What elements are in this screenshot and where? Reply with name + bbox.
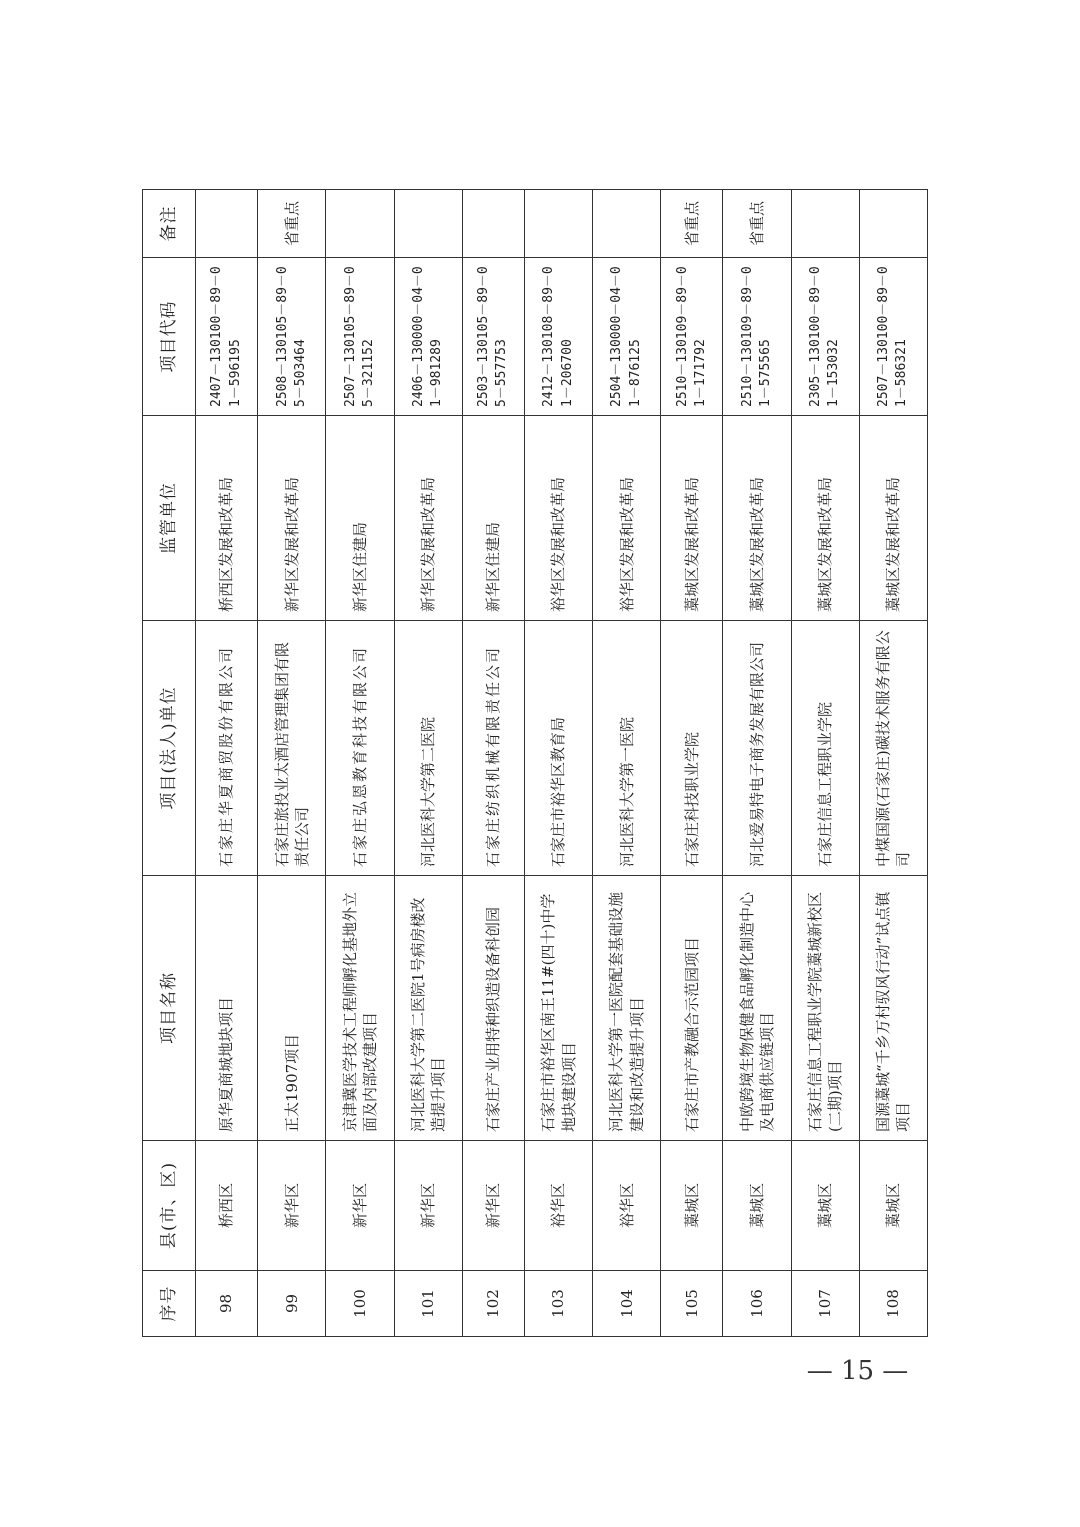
table-row (326, 190, 394, 1337)
table-row (196, 190, 258, 1337)
cell-no: 101 (394, 1271, 462, 1337)
cell-supervisor: 藁城区发展和改革局 (723, 416, 791, 621)
cell-code: 2507－130105－89－05－321152 (326, 258, 394, 416)
cell-code: 2510－130109－89－01－575565 (723, 258, 791, 416)
cell-code: 2507－130100－89－01－586321 (859, 258, 927, 416)
cell-note (791, 190, 859, 258)
cell-county: 藁城区 (723, 1141, 791, 1271)
cell-no: 108 (859, 1271, 927, 1337)
cell-supervisor: 裕华区发展和改革局 (524, 416, 592, 621)
cell-supervisor: 桥西区发展和改革局 (196, 416, 258, 621)
cell-project-name: 河北医科大学第二医院1号病房楼改造提升项目 (394, 876, 462, 1141)
cell-legal-unit: 河北爱易特电子商务发展有限公司 (723, 621, 791, 876)
table-row (524, 190, 592, 1337)
cell-note (859, 190, 927, 258)
cell-legal-unit: 石家庄纺织机械有限责任公司 (462, 621, 524, 876)
header-note: 备注 (143, 190, 196, 258)
cell-code: 2406－130000－04－01－981289 (394, 258, 462, 416)
cell-project-name: 国源藁城“千乡万村驭风行动”试点镇项目 (859, 876, 927, 1141)
cell-county: 藁城区 (859, 1141, 927, 1271)
table-header-row (143, 190, 196, 1337)
cell-note (394, 190, 462, 258)
cell-project-name: 河北医科大学第一医院配套基础设施建设和改造提升项目 (593, 876, 661, 1141)
cell-project-name: 中欧跨境生物保健食品孵化制造中心及电商供应链项目 (723, 876, 791, 1141)
cell-supervisor: 藁城区发展和改革局 (661, 416, 723, 621)
cell-code: 2407－130100－89－01－596195 (196, 258, 258, 416)
cell-project-name: 石家庄市裕华区南王11#(四十)中学地块建设项目 (524, 876, 592, 1141)
cell-county: 藁城区 (661, 1141, 723, 1271)
header-legal-unit: 项目(法人)单位 (143, 621, 196, 876)
cell-no: 104 (593, 1271, 661, 1337)
header-county: 县(市、区) (143, 1141, 196, 1271)
cell-county: 裕华区 (524, 1141, 592, 1271)
cell-note: 省重点 (723, 190, 791, 258)
cell-no: 98 (196, 1271, 258, 1337)
table-row (394, 190, 462, 1337)
cell-note: 省重点 (661, 190, 723, 258)
cell-no: 103 (524, 1271, 592, 1337)
cell-supervisor: 藁城区发展和改革局 (791, 416, 859, 621)
cell-project-name: 石家庄市产教融合示范园项目 (661, 876, 723, 1141)
cell-legal-unit: 河北医科大学第二医院 (394, 621, 462, 876)
cell-no: 107 (791, 1271, 859, 1337)
header-project-name: 项目名称 (143, 876, 196, 1141)
cell-no: 106 (723, 1271, 791, 1337)
cell-code: 2510－130109－89－01－171792 (661, 258, 723, 416)
cell-county: 桥西区 (196, 1141, 258, 1271)
cell-note (326, 190, 394, 258)
cell-code: 2504－130000－04－01－876125 (593, 258, 661, 416)
table-row (593, 190, 661, 1337)
cell-legal-unit: 石家庄科技职业学院 (661, 621, 723, 876)
cell-note (593, 190, 661, 258)
cell-county: 新华区 (462, 1141, 524, 1271)
cell-supervisor: 藁城区发展和改革局 (859, 416, 927, 621)
cell-legal-unit: 石家庄弘恩教育科技有限公司 (326, 621, 394, 876)
cell-no: 105 (661, 1271, 723, 1337)
table-row (859, 190, 927, 1337)
cell-project-name: 京津冀医学技术工程师孵化基地外立面及内部改建项目 (326, 876, 394, 1141)
rotated-table-container (142, 190, 928, 1337)
cell-project-name: 正太1907项目 (258, 876, 326, 1141)
cell-legal-unit: 中煤国源(石家庄)碳技术服务有限公司 (859, 621, 927, 876)
cell-note (196, 190, 258, 258)
header-code: 项目代码 (143, 258, 196, 416)
cell-note: 省重点 (258, 190, 326, 258)
project-table (142, 189, 928, 1337)
cell-code: 2508－130105－89－05－503464 (258, 258, 326, 416)
cell-note (462, 190, 524, 258)
cell-legal-unit: 石家庄市裕华区教育局 (524, 621, 592, 876)
cell-legal-unit: 河北医科大学第一医院 (593, 621, 661, 876)
cell-code: 2412－130108－89－01－206700 (524, 258, 592, 416)
cell-project-name: 石家庄产业用特种织造设备科创园 (462, 876, 524, 1141)
table-row (723, 190, 791, 1337)
cell-county: 藁城区 (791, 1141, 859, 1271)
cell-county: 新华区 (394, 1141, 462, 1271)
cell-legal-unit: 石家庄旅投业太酒店管理集团有限责任公司 (258, 621, 326, 876)
cell-legal-unit: 石家庄信息工程职业学院 (791, 621, 859, 876)
cell-supervisor: 新华区发展和改革局 (394, 416, 462, 621)
cell-project-name: 原华夏商城地块项目 (196, 876, 258, 1141)
cell-code: 2503－130105－89－05－557753 (462, 258, 524, 416)
cell-county: 新华区 (326, 1141, 394, 1271)
cell-supervisor: 新华区住建局 (462, 416, 524, 621)
cell-project-name: 石家庄信息工程职业学院藁城新校区(二期)项目 (791, 876, 859, 1141)
cell-supervisor: 新华区住建局 (326, 416, 394, 621)
header-no: 序号 (143, 1271, 196, 1337)
cell-supervisor: 裕华区发展和改革局 (593, 416, 661, 621)
table-row (661, 190, 723, 1337)
cell-county: 裕华区 (593, 1141, 661, 1271)
cell-no: 102 (462, 1271, 524, 1337)
cell-no: 100 (326, 1271, 394, 1337)
table-row (791, 190, 859, 1337)
header-supervisor: 监管单位 (143, 416, 196, 621)
cell-note (524, 190, 592, 258)
cell-no: 99 (258, 1271, 326, 1337)
cell-legal-unit: 石家庄华夏商贸股份有限公司 (196, 621, 258, 876)
table-row (462, 190, 524, 1337)
cell-county: 新华区 (258, 1141, 326, 1271)
cell-code: 2305－130100－89－01－153032 (791, 258, 859, 416)
cell-supervisor: 新华区发展和改革局 (258, 416, 326, 621)
page-number: — 15 — (806, 1356, 909, 1386)
table-row (258, 190, 326, 1337)
